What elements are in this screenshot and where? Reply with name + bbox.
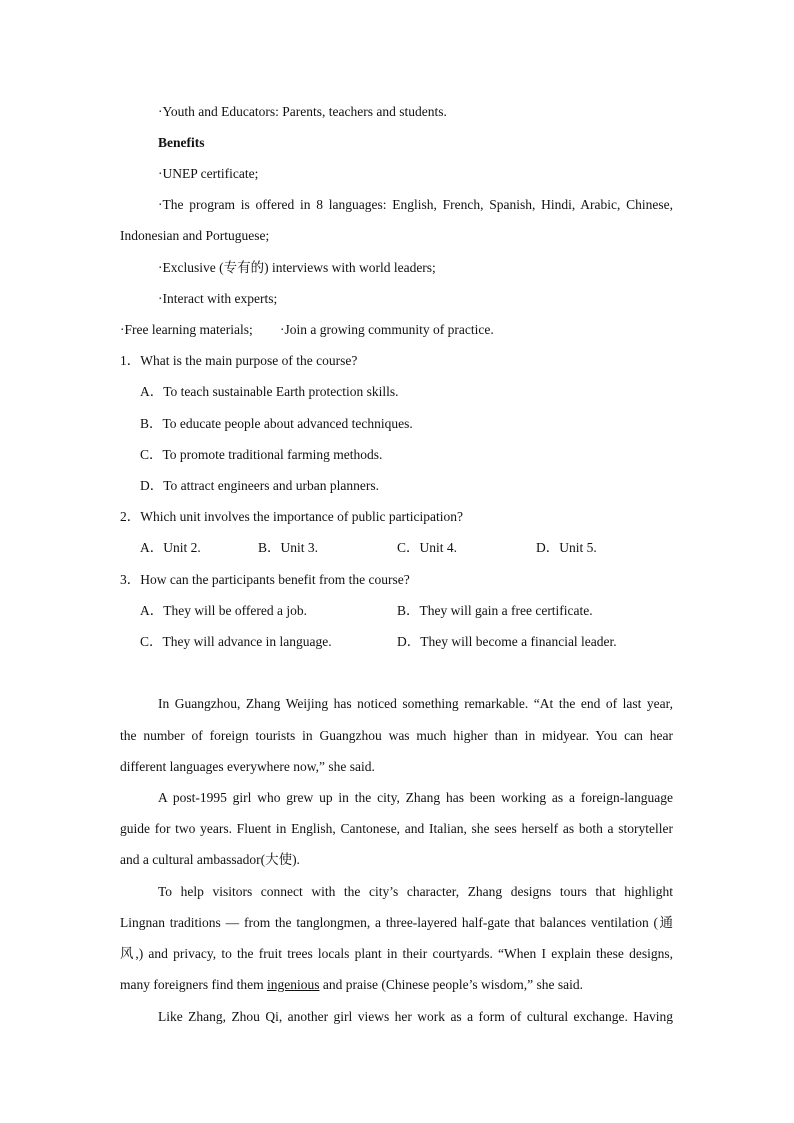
question-2-option-b: B．Unit 3. bbox=[258, 540, 319, 555]
benefit-languages-line2: Indonesian and Portuguese; bbox=[120, 228, 270, 243]
passage-p2-line1: A post-1995 girl who grew up in the city, Zhang has been working as a foreign-language bbox=[158, 790, 673, 805]
underlined-word-ingenious: ingenious bbox=[266, 977, 320, 992]
passage-p2-line3: and a cultural ambassador(大使). bbox=[120, 852, 300, 867]
passage-p3-line4-suffix: and praise (Chinese people’s wisdom,” she said. bbox=[319, 977, 584, 992]
benefits-heading: Benefits bbox=[158, 135, 205, 150]
question-3-option-c: C．They will advance in language. bbox=[140, 634, 332, 649]
passage-p3-line3: 风,) and privacy, to the fruit trees locals plant in their courtyards. “When I explain these designs, bbox=[120, 946, 673, 961]
question-1-option-b: B．To educate people about advanced techniques. bbox=[140, 416, 413, 431]
question-3-option-b: B．They will gain a free certificate. bbox=[397, 603, 593, 618]
passage-p4-line1: Like Zhang, Zhou Qi, another girl views her work as a form of cultural exchange. Having bbox=[158, 1009, 673, 1024]
question-3-stem: 3．How can the participants benefit from the course? bbox=[120, 572, 410, 587]
passage-p3-line1: To help visitors connect with the city’s character, Zhang designs tours that highlight bbox=[158, 884, 673, 899]
passage-p2-line2: guide for two years. Fluent in English, Cantonese, and Italian, she sees herself as both a storyteller bbox=[120, 821, 673, 836]
benefit-materials: ·Free learning materials; bbox=[120, 322, 253, 337]
youth-educators-line: ·Youth and Educators: Parents, teachers and students. bbox=[158, 104, 447, 119]
passage-p1-line2: the number of foreign tourists in Guangzhou was much higher than in midyear. You can hear bbox=[120, 728, 673, 743]
question-2-option-d: D．Unit 5. bbox=[536, 540, 597, 555]
passage-p3-line4-prefix: many foreigners find them bbox=[120, 977, 267, 992]
question-1-option-c: C．To promote traditional farming methods. bbox=[140, 447, 383, 462]
question-1-option-d: D．To attract engineers and urban planners. bbox=[140, 478, 379, 493]
question-2-option-a: A．Unit 2. bbox=[140, 540, 201, 555]
passage-p1-line3: different languages everywhere now,” she said. bbox=[120, 759, 375, 774]
passage-p1-line1: In Guangzhou, Zhang Weijing has noticed something remarkable. “At the end of last year, bbox=[158, 696, 673, 711]
benefit-interviews: ·Exclusive (专有的) interviews with world leaders; bbox=[158, 260, 436, 275]
benefit-certificate: ·UNEP certificate; bbox=[158, 166, 259, 181]
question-3-option-a: A．They will be offered a job. bbox=[140, 603, 307, 618]
question-3-option-d: D．They will become a financial leader. bbox=[397, 634, 617, 649]
question-1-stem: 1．What is the main purpose of the course? bbox=[120, 353, 358, 368]
benefit-community: ·Join a growing community of practice. bbox=[280, 322, 494, 337]
question-2-stem: 2．Which unit involves the importance of public participation? bbox=[120, 509, 464, 524]
benefit-languages-line1: ·The program is offered in 8 languages: English, French, Spanish, Hindi, Arabic, Chinese, bbox=[158, 197, 673, 212]
passage-p3-line2: Lingnan traditions — from the tanglongmen, a three-layered half-gate that balances ventilation (通 bbox=[120, 915, 673, 930]
question-1-option-a: A．To teach sustainable Earth protection skills. bbox=[140, 384, 399, 399]
passage-p3-line4 bbox=[120, 976, 583, 994]
question-2-option-c: C．Unit 4. bbox=[397, 540, 458, 555]
benefit-experts: ·Interact with experts; bbox=[158, 291, 278, 306]
